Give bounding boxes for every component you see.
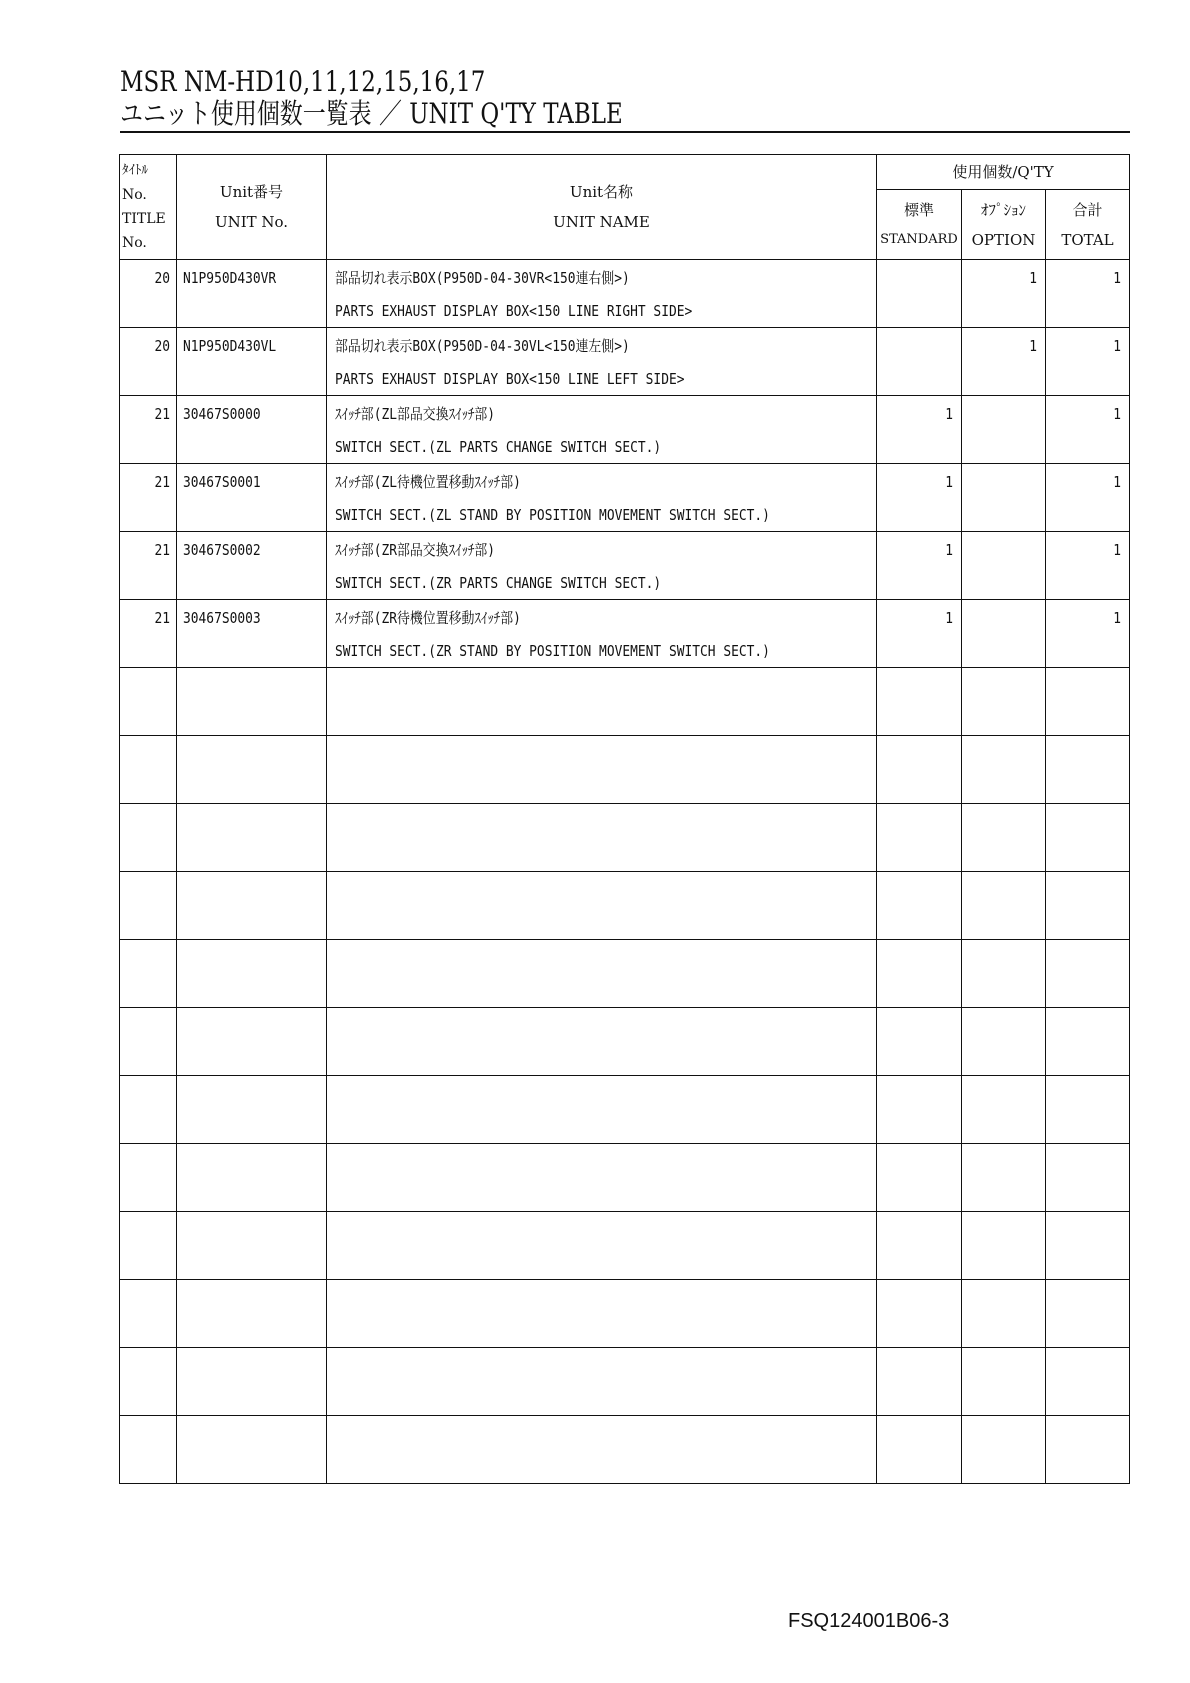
cell-option	[962, 940, 1046, 1008]
table-row	[120, 600, 1130, 668]
cell-unit-no: N1P950D430VL	[177, 328, 327, 396]
cell-option	[962, 396, 1046, 464]
cell-option	[962, 1280, 1046, 1348]
cell-total: 1	[1046, 532, 1130, 600]
cell-option	[962, 1416, 1046, 1484]
cell-standard: 1	[877, 600, 962, 668]
cell-unit-name	[327, 1212, 877, 1280]
cell-title-no	[120, 1280, 177, 1348]
cell-total	[1046, 872, 1130, 940]
unit-name-jp: 部品切れ表示BOX(P950D-04-30VL<150連左側>)	[335, 337, 630, 355]
cell-total	[1046, 1076, 1130, 1144]
cell-unit-name	[327, 532, 877, 600]
header-option: ｵﾌﾟｼｮﾝ OPTION	[962, 190, 1046, 260]
cell-title-no	[120, 1212, 177, 1280]
table-row	[120, 872, 1130, 940]
cell-standard	[877, 804, 962, 872]
title-line-table-name: ユニット使用個数一覧表 ／ UNIT Q'TY TABLE	[120, 97, 623, 130]
cell-unit-no	[177, 1348, 327, 1416]
cell-title-no	[120, 1008, 177, 1076]
cell-title-no	[120, 940, 177, 1008]
cell-standard	[877, 872, 962, 940]
cell-unit-no	[177, 1416, 327, 1484]
cell-standard: 1	[877, 464, 962, 532]
unit-name-en: SWITCH SECT.(ZL STAND BY POSITION MOVEMENT SWITCH SECT.)	[335, 506, 770, 524]
table-row	[120, 1212, 1130, 1280]
cell-unit-no: 30467S0000	[177, 396, 327, 464]
table-row	[120, 260, 1130, 328]
cell-unit-no	[177, 1008, 327, 1076]
table-row	[120, 940, 1130, 1008]
cell-total	[1046, 1280, 1130, 1348]
header-total: 合計 TOTAL	[1046, 190, 1130, 260]
table-row	[120, 1348, 1130, 1416]
cell-unit-name	[327, 940, 877, 1008]
header-unit-name: Unit名称 UNIT NAME	[327, 155, 877, 260]
table-row	[120, 464, 1130, 532]
unit-name-jp: ｽｲｯﾁ部(ZR部品交換ｽｲｯﾁ部)	[335, 541, 496, 559]
unit-name-en: PARTS EXHAUST DISPLAY BOX<150 LINE RIGHT SIDE>	[335, 302, 693, 320]
cell-standard: 1	[877, 532, 962, 600]
cell-standard	[877, 736, 962, 804]
cell-unit-name	[327, 736, 877, 804]
cell-unit-name	[327, 668, 877, 736]
cell-unit-no	[177, 1212, 327, 1280]
cell-total	[1046, 940, 1130, 1008]
cell-title-no	[120, 736, 177, 804]
cell-option: 1	[962, 260, 1046, 328]
cell-total: 1	[1046, 328, 1130, 396]
cell-unit-no	[177, 1144, 327, 1212]
cell-unit-name	[327, 1144, 877, 1212]
unit-name-jp: ｽｲｯﾁ部(ZL部品交換ｽｲｯﾁ部)	[335, 405, 496, 423]
cell-title-no: 21	[120, 464, 177, 532]
cell-unit-name	[327, 872, 877, 940]
cell-option: 1	[962, 328, 1046, 396]
cell-unit-no: N1P950D430VR	[177, 260, 327, 328]
cell-unit-name	[327, 804, 877, 872]
cell-unit-name	[327, 600, 877, 668]
cell-standard	[877, 1144, 962, 1212]
cell-title-no	[120, 1144, 177, 1212]
cell-total	[1046, 1008, 1130, 1076]
cell-title-no: 20	[120, 328, 177, 396]
cell-option	[962, 668, 1046, 736]
cell-unit-name	[327, 1348, 877, 1416]
cell-standard	[877, 1280, 962, 1348]
header-standard: 標準 STANDARD	[877, 190, 962, 260]
cell-option	[962, 1212, 1046, 1280]
table-row	[120, 1144, 1130, 1212]
cell-total: 1	[1046, 396, 1130, 464]
unit-name-jp: ｽｲｯﾁ部(ZL待機位置移動ｽｲｯﾁ部)	[335, 473, 521, 491]
cell-option	[962, 532, 1046, 600]
cell-standard	[877, 668, 962, 736]
cell-standard	[877, 1076, 962, 1144]
unit-name-en: SWITCH SECT.(ZR STAND BY POSITION MOVEMENT SWITCH SECT.)	[335, 642, 770, 660]
cell-option	[962, 600, 1046, 668]
cell-title-no: 21	[120, 600, 177, 668]
cell-standard	[877, 1416, 962, 1484]
cell-total	[1046, 804, 1130, 872]
cell-unit-no	[177, 940, 327, 1008]
cell-unit-no	[177, 1280, 327, 1348]
cell-standard	[877, 1348, 962, 1416]
cell-unit-name	[327, 1076, 877, 1144]
table-row	[120, 1280, 1130, 1348]
cell-unit-no	[177, 804, 327, 872]
cell-total	[1046, 1144, 1130, 1212]
cell-unit-name	[327, 396, 877, 464]
table-row	[120, 1076, 1130, 1144]
cell-option	[962, 804, 1046, 872]
table-row	[120, 396, 1130, 464]
cell-unit-no	[177, 872, 327, 940]
unit-name-jp: ｽｲｯﾁ部(ZR待機位置移動ｽｲｯﾁ部)	[335, 609, 521, 627]
unit-name-en: PARTS EXHAUST DISPLAY BOX<150 LINE LEFT SIDE>	[335, 370, 685, 388]
cell-unit-name	[327, 260, 877, 328]
cell-total: 1	[1046, 260, 1130, 328]
cell-unit-name	[327, 328, 877, 396]
cell-total	[1046, 1416, 1130, 1484]
cell-unit-no: 30467S0001	[177, 464, 327, 532]
cell-option	[962, 1348, 1046, 1416]
table-row	[120, 668, 1130, 736]
table-row	[120, 532, 1130, 600]
table-row	[120, 804, 1130, 872]
header-unit-no: Unit番号 UNIT No.	[177, 155, 327, 260]
cell-option	[962, 1144, 1046, 1212]
cell-standard	[877, 1008, 962, 1076]
cell-unit-name	[327, 1280, 877, 1348]
cell-unit-name	[327, 1008, 877, 1076]
table-row	[120, 1008, 1130, 1076]
cell-unit-no	[177, 1076, 327, 1144]
cell-option	[962, 1076, 1046, 1144]
document-title	[120, 66, 1130, 130]
cell-unit-no: 30467S0002	[177, 532, 327, 600]
cell-standard	[877, 940, 962, 1008]
cell-option	[962, 1008, 1046, 1076]
cell-option	[962, 872, 1046, 940]
cell-title-no: 21	[120, 532, 177, 600]
cell-title-no	[120, 1076, 177, 1144]
header-title-no: ﾀｲﾄﾙ No. TITLE No.	[120, 155, 177, 260]
cell-standard	[877, 1212, 962, 1280]
unit-name-jp: 部品切れ表示BOX(P950D-04-30VR<150連右側>)	[335, 269, 630, 287]
cell-title-no: 20	[120, 260, 177, 328]
table-body	[120, 260, 1130, 1484]
table-row	[120, 1416, 1130, 1484]
cell-title-no	[120, 1348, 177, 1416]
cell-standard	[877, 260, 962, 328]
cell-standard: 1	[877, 396, 962, 464]
cell-total	[1046, 1212, 1130, 1280]
unit-name-en: SWITCH SECT.(ZL PARTS CHANGE SWITCH SECT.)	[335, 438, 662, 456]
cell-total: 1	[1046, 464, 1130, 532]
header-qty-group: 使用個数/Q'TY	[877, 155, 1130, 190]
table-row	[120, 736, 1130, 804]
cell-option	[962, 464, 1046, 532]
cell-unit-name	[327, 1416, 877, 1484]
cell-option	[962, 736, 1046, 804]
cell-unit-no	[177, 736, 327, 804]
cell-total	[1046, 1348, 1130, 1416]
cell-title-no	[120, 804, 177, 872]
cell-total	[1046, 736, 1130, 804]
cell-title-no	[120, 1416, 177, 1484]
table-row	[120, 328, 1130, 396]
cell-total: 1	[1046, 600, 1130, 668]
title-line-model: MSR NM-HD10,11,12,15,16,17	[120, 65, 486, 98]
unit-name-en: SWITCH SECT.(ZR PARTS CHANGE SWITCH SECT.)	[335, 574, 662, 592]
cell-unit-name	[327, 464, 877, 532]
cell-unit-no: 30467S0003	[177, 600, 327, 668]
unit-qty-table	[119, 154, 1130, 1484]
cell-title-no	[120, 668, 177, 736]
title-underline	[120, 131, 1130, 133]
cell-title-no	[120, 872, 177, 940]
cell-standard	[877, 328, 962, 396]
cell-title-no: 21	[120, 396, 177, 464]
document-code: FSQ124001B06-3	[788, 1610, 950, 1632]
cell-total	[1046, 668, 1130, 736]
cell-unit-no	[177, 668, 327, 736]
